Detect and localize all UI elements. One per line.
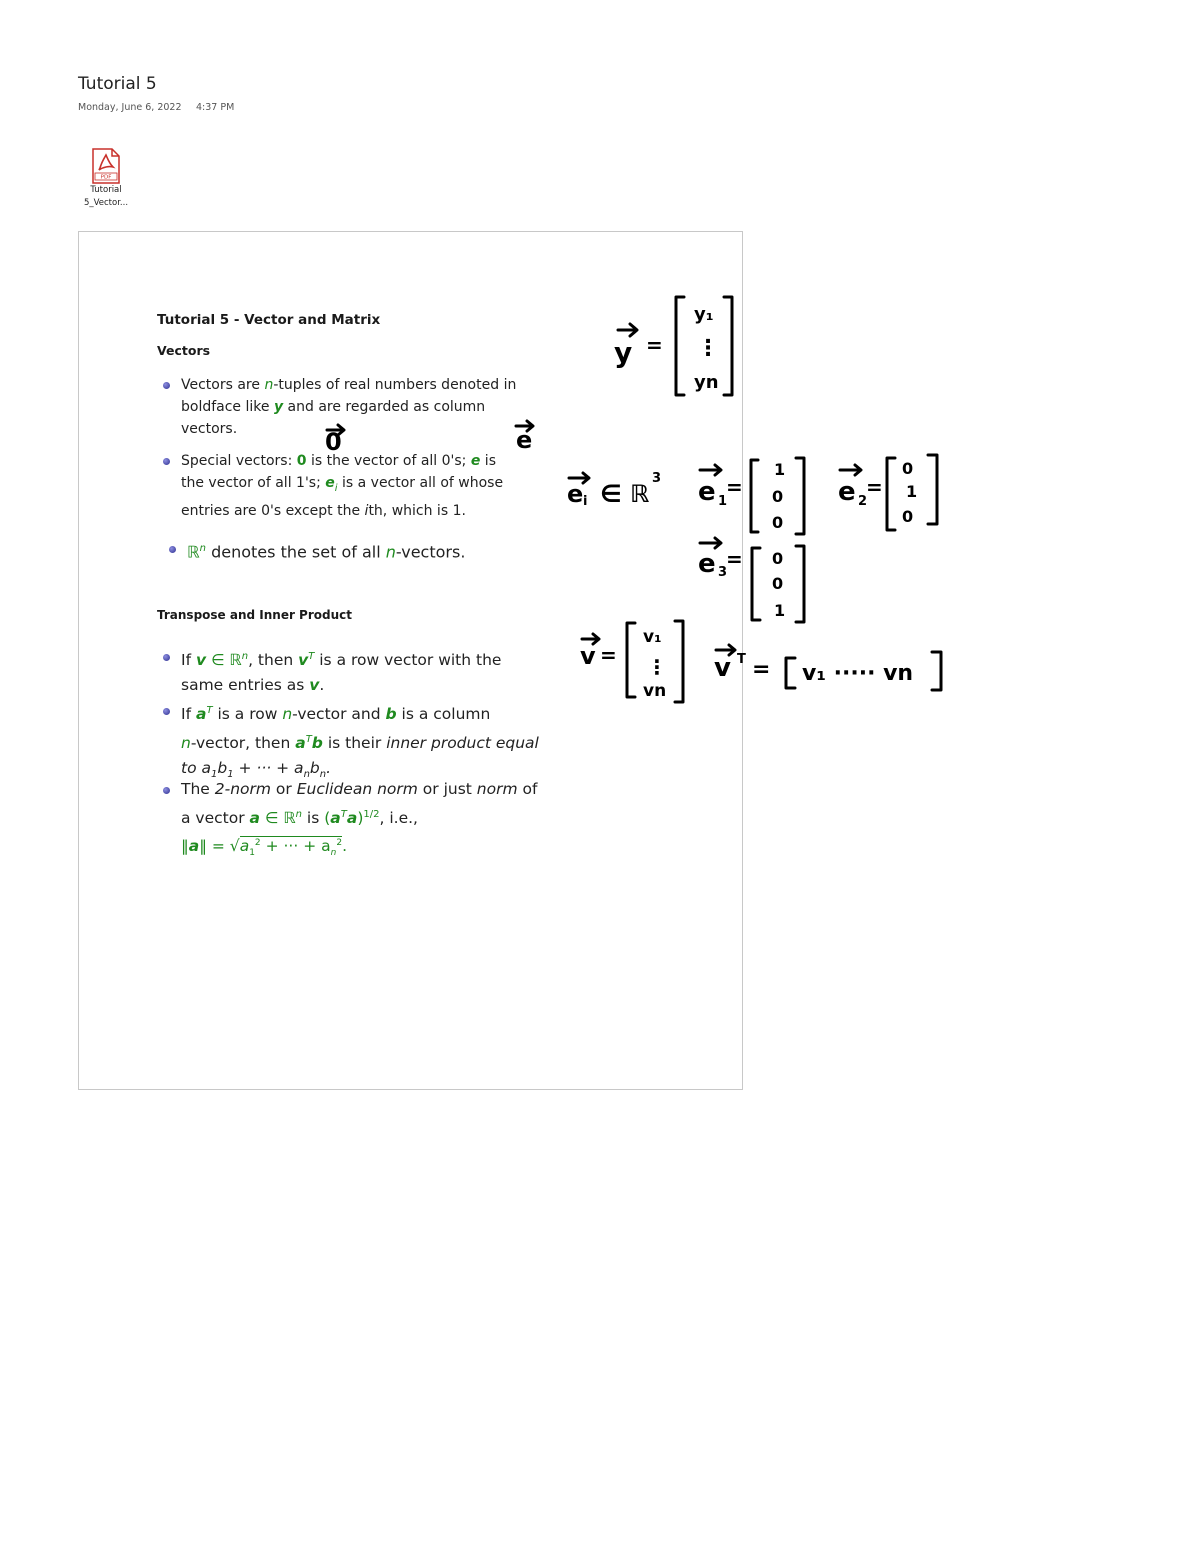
svg-text:e: e	[838, 477, 856, 507]
svg-text:0: 0	[902, 507, 914, 526]
svg-text:T: T	[737, 652, 746, 667]
svg-text:v₁: v₁	[643, 627, 662, 647]
ink-v-transpose-row	[714, 645, 941, 690]
svg-text:PDF: PDF	[100, 174, 112, 181]
svg-text:=: =	[726, 547, 743, 571]
section-vectors-heading: Vectors	[157, 343, 211, 358]
bullet-icon	[169, 546, 176, 553]
bullet-icon	[163, 654, 170, 661]
svg-text:0: 0	[772, 549, 784, 568]
pdf-file-icon	[91, 148, 121, 184]
svg-text:3: 3	[652, 471, 662, 486]
svg-text:0: 0	[772, 574, 784, 593]
svg-text:=: =	[646, 333, 663, 357]
svg-text:v: v	[580, 642, 596, 670]
svg-text:⋮: ⋮	[647, 655, 667, 679]
svg-text:y₁: y₁	[694, 304, 714, 325]
svg-text:=: =	[600, 643, 617, 667]
bullet-vectors-definition: Vectors are n-tuples of real numbers denoted in boldface like y and are regarded as column vectors.	[163, 374, 516, 440]
bullet-icon	[163, 458, 170, 465]
bullet-inner-product: If $a^T$ is a row n-vector and b is a column n-vector, then $a^Tb$ is their inner product equal to $a_1b_1$ + ··· + $a_nb_n$.	[163, 698, 539, 787]
bullet-special-vectors: Special vectors: 0 is the vector of all 0's; e is the vector of all 1's; $e_i$ is a vector all of whose entries are 0's except the ith, which is 1.	[163, 450, 503, 522]
slide-page	[78, 231, 743, 1090]
svg-text:=: =	[866, 475, 883, 499]
slide-title: Tutorial 5 - Vector and Matrix	[157, 312, 381, 328]
svg-text:y: y	[614, 336, 633, 369]
svg-text:e: e	[567, 480, 584, 508]
page-title: Tutorial 5	[78, 74, 157, 94]
svg-text:1: 1	[906, 482, 918, 501]
bullet-icon	[163, 708, 170, 715]
bullet-transpose: If v ∈ ℝ$^n$, then $v^T$ is a row vector with the same entries as v.	[163, 644, 501, 698]
svg-text:0: 0	[772, 513, 784, 532]
svg-text:e: e	[698, 549, 716, 579]
svg-text:v₁ ····· vn: v₁ ····· vn	[802, 661, 914, 686]
section-transpose-heading: Transpose and Inner Product	[157, 608, 352, 622]
svg-text:1: 1	[774, 460, 786, 479]
page-time: 4:37 PM	[196, 102, 235, 113]
bullet-norm: The 2-norm or Euclidean norm or just norm of a vector a ∈ ℝ$^n$ is $(a^Ta)^{1/2}$, i.e., ‖a‖ = $√a_1^2$ + ··· + $a_n^2$.	[163, 777, 537, 866]
ink-e2-matrix	[838, 455, 937, 530]
svg-text:∈ ℝ: ∈ ℝ	[600, 480, 650, 508]
bullet-icon	[163, 787, 170, 794]
svg-text:yn: yn	[694, 372, 719, 393]
svg-text:v: v	[714, 653, 731, 683]
svg-text:e: e	[516, 426, 533, 454]
svg-text:1: 1	[718, 494, 728, 509]
svg-text:0: 0	[772, 487, 784, 506]
svg-text:=: =	[726, 475, 743, 499]
svg-text:=: =	[752, 657, 771, 682]
svg-text:i: i	[583, 494, 588, 509]
svg-text:e: e	[698, 477, 716, 507]
bullet-icon	[163, 382, 170, 389]
attachment-name-line1: Tutorial	[90, 185, 122, 195]
bullet-rn-definition: ℝ$^n$ denotes the set of all n-vectors.	[169, 538, 465, 563]
svg-text:vn: vn	[643, 681, 667, 701]
svg-text:0: 0	[325, 428, 342, 456]
svg-text:1: 1	[774, 601, 786, 620]
page-date: Monday, June 6, 2022	[78, 102, 182, 113]
pdf-attachment[interactable]	[78, 148, 134, 210]
svg-text:2: 2	[858, 494, 868, 509]
svg-text:0: 0	[902, 459, 914, 478]
attachment-name-line2: 5_Vector...	[83, 198, 129, 208]
svg-text:⋮: ⋮	[697, 336, 719, 361]
svg-text:3: 3	[718, 565, 728, 580]
